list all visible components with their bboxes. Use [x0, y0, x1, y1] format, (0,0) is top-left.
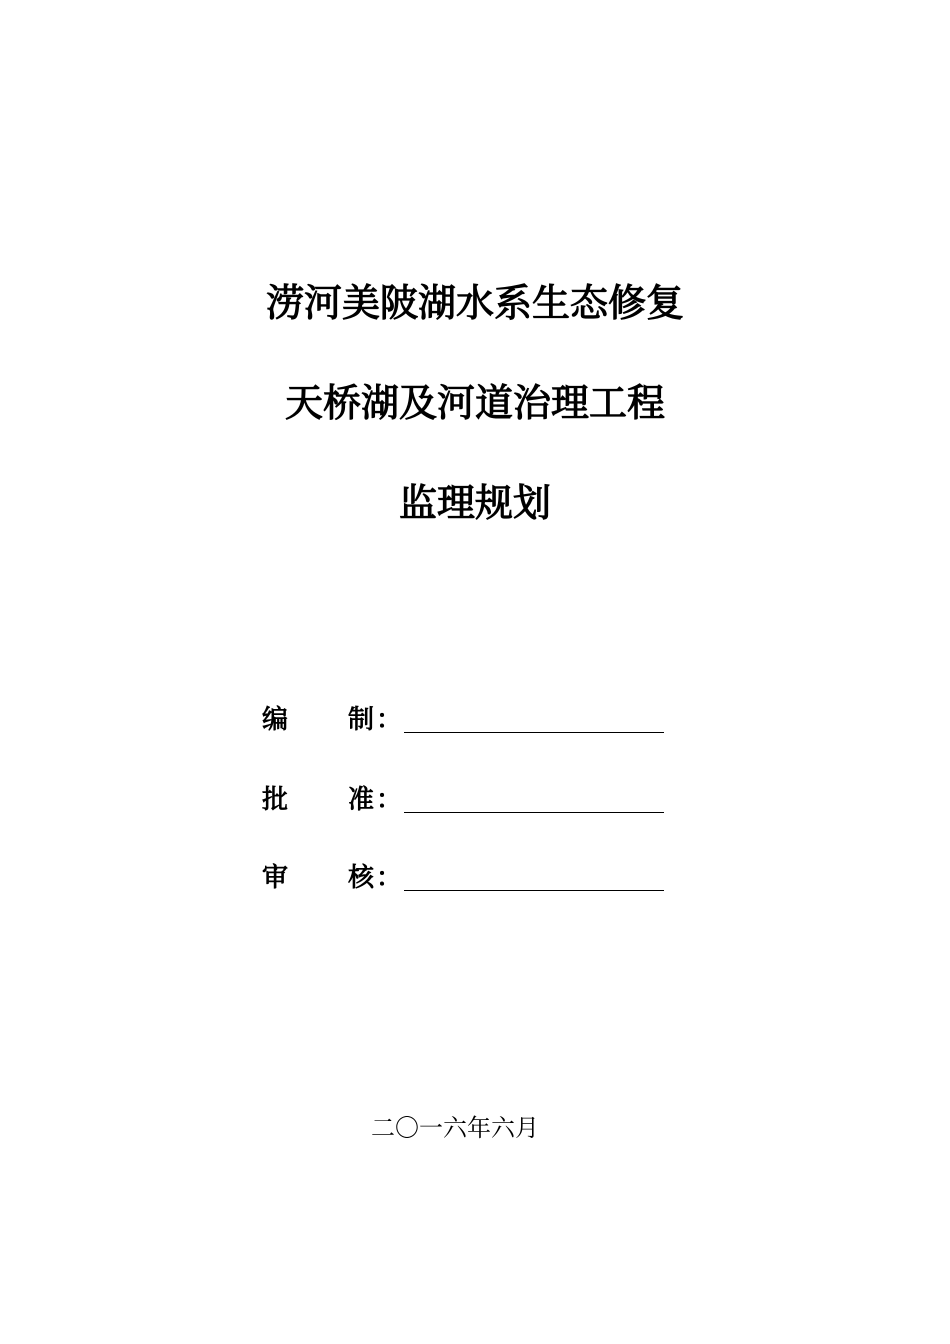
title-line-2: 天桥湖及河道治理工程 — [284, 380, 665, 425]
signature-row-reviewed — [262, 858, 682, 898]
signature-label-char: 准 — [348, 785, 375, 815]
signature-blank-line — [404, 812, 664, 813]
signature-label-char: 编 — [262, 705, 289, 735]
signature-row-approved — [262, 780, 682, 820]
signature-label-char: 审 — [262, 863, 289, 893]
signature-label-char: 批 — [262, 785, 289, 815]
signature-blank-line — [404, 732, 664, 733]
signature-row-compiled — [262, 700, 682, 740]
signature-label-char: 核 — [348, 863, 375, 893]
title-line-1: 涝河美陂湖水系生态修复 — [265, 280, 684, 325]
document-date: 二〇一六年六月 — [371, 1114, 539, 1142]
signature-label-char: 制 — [348, 705, 375, 735]
signature-colon: ： — [376, 863, 403, 893]
signature-colon: ： — [376, 785, 403, 815]
signature-colon: ： — [376, 705, 403, 735]
title-line-3: 监理规划 — [398, 480, 551, 525]
signature-blank-line — [404, 890, 664, 891]
